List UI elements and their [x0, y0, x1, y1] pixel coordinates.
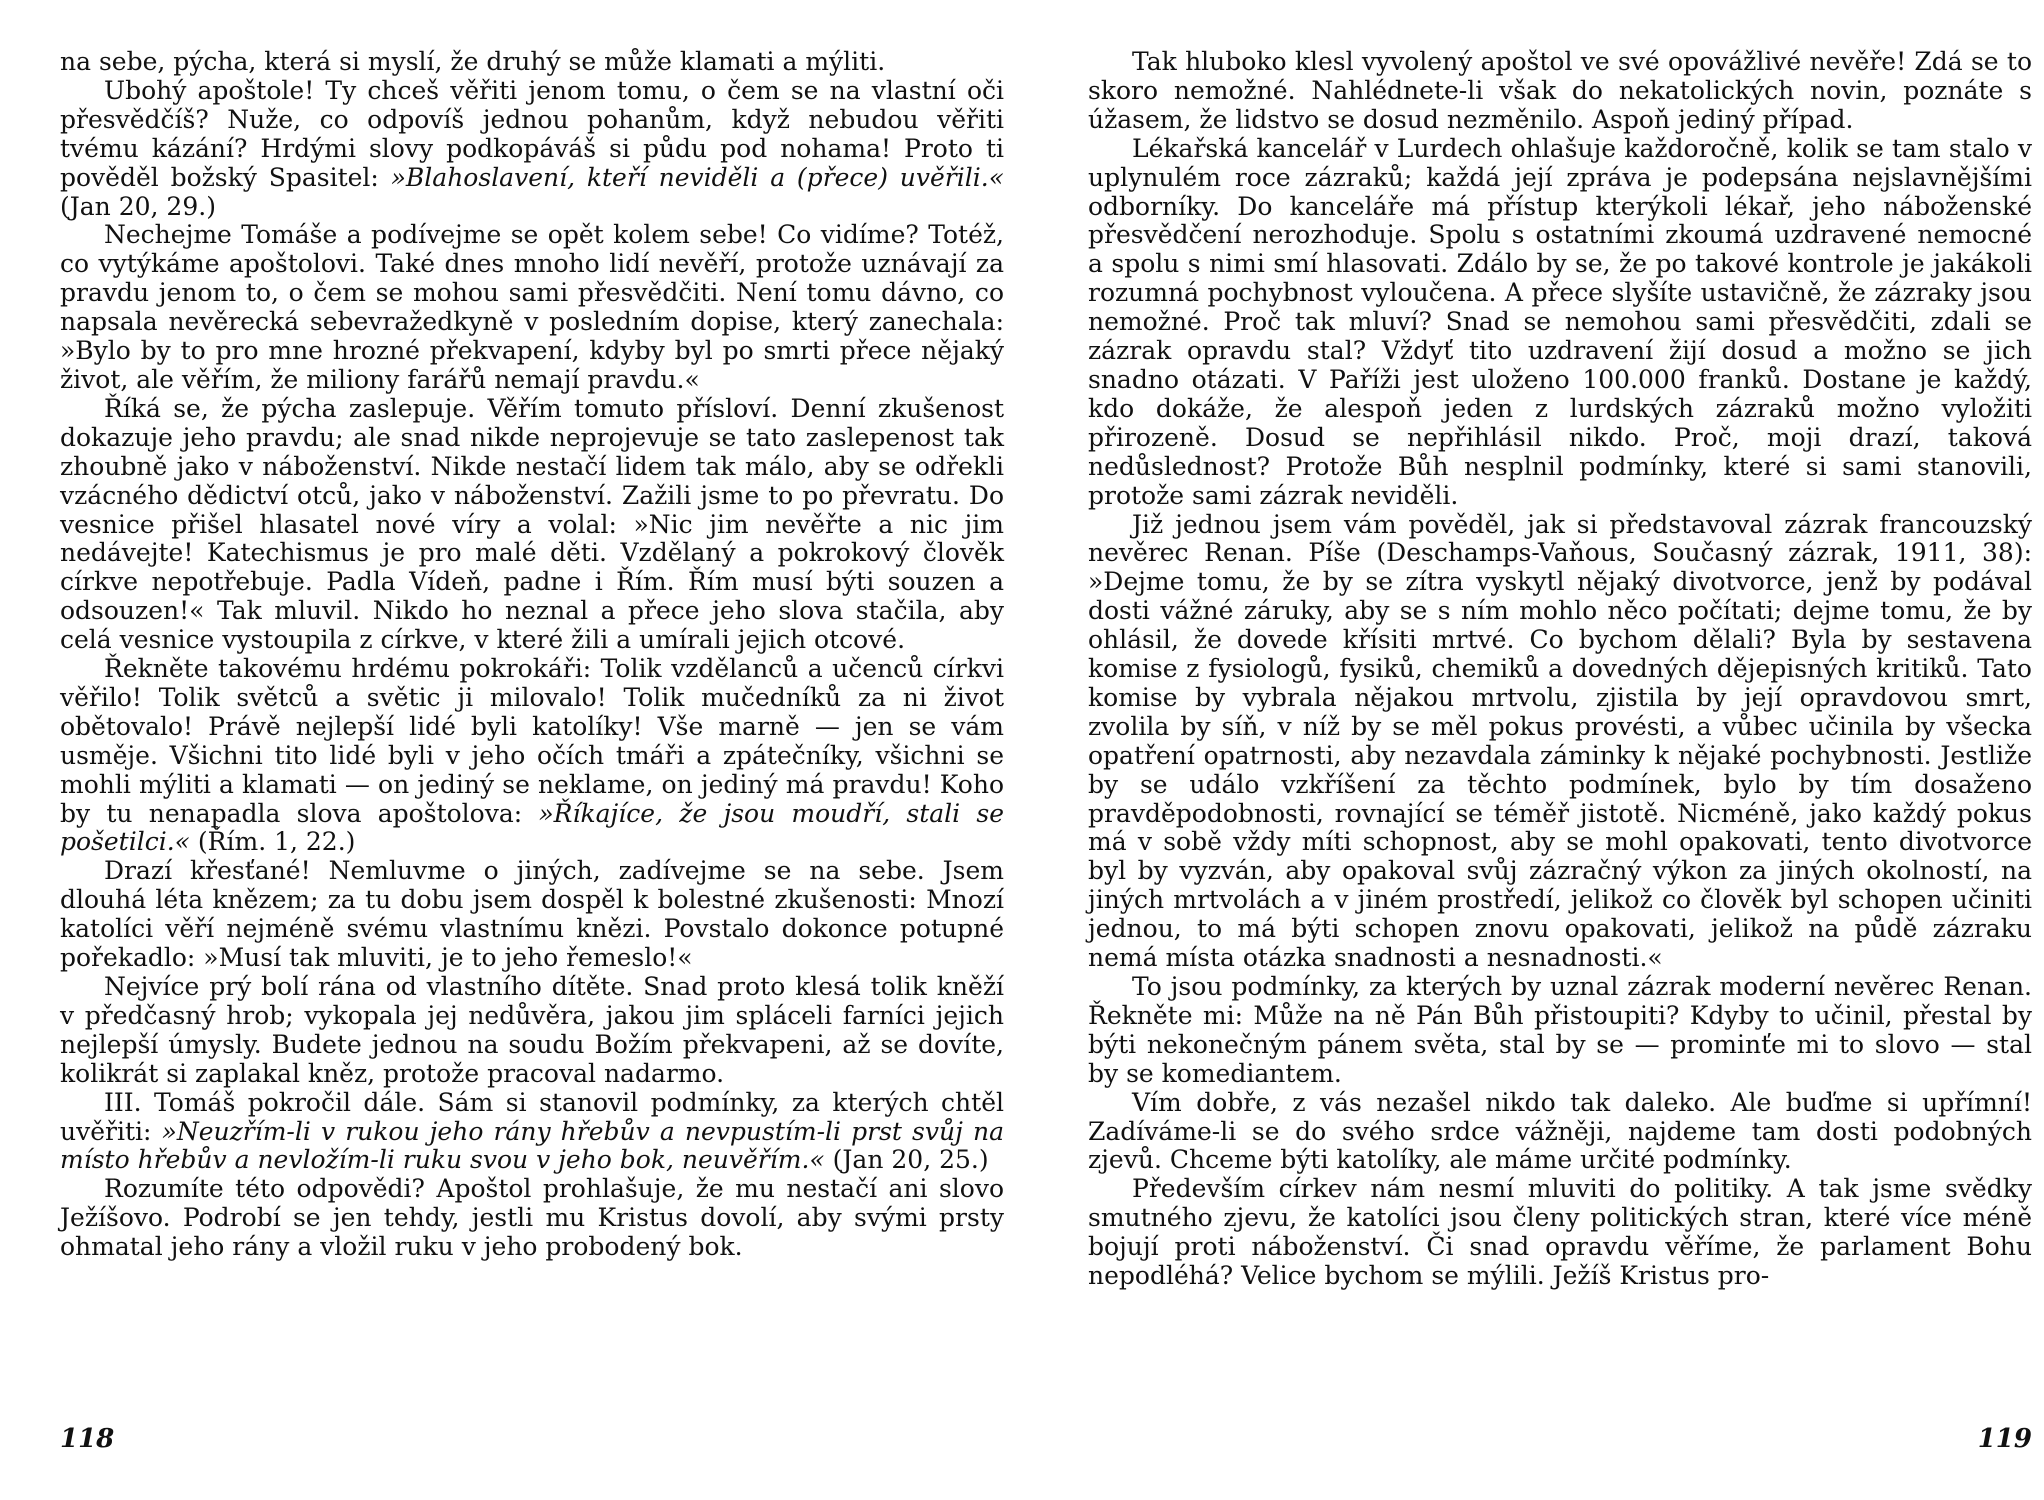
paragraph: Řekněte takovému hrdému pokrokáři: Tolik vzdělanců a učenců církvi věřilo! Tolik světců a světic ji milovalo! Tolik mučedníků za ni život obětovalo! Právě nejlepší lidé byli katolíky! Vše marně — jen se vám usměje. Všichni tito lidé byli v jeho očích tmáři a zpátečníky, všichni se mohli mýliti a klamati — on jediný se neklame, on jediný má pravdu! Koho by tu nenapadla slova apoštolova: »Říkajíce, že jsou moudří, stali se pošetilci.« (Řím. 1, 22.)	[60, 654, 1005, 857]
paragraph: Již jednou jsem vám pověděl, jak si představoval zázrak francouzský nevěrec Renan. Píše (Deschamps-Vaňous, Současný zázrak, 1911, 38): »Dejme tomu, že by se zítra vyskytl nějaký divotvorce, jenž by podával dosti vážné záruky, aby se s ním mohlo něco počítati; dejme tomu, že by ohlásil, že dovede křísiti mrtvé. Co bychom dělali? Byla by sestavena komise z fysiologů, fysiků, chemiků a dovedných dějepisných kritiků. Tato komise by vybrala nějakou mrtvolu, zjistila by její opravdovou smrt, zvolila by síň, v níž by se měl pokus provésti, a vůbec učinila by všecka opatření opatrnosti, aby nezavdala záminky k nějaké pochybnosti. Jestliže by se událo vzkříšení za těchto podmínek, bylo by tím dosaženo pravděpodobnosti, rovnající se téměř jistotě. Nicméně, jako každý pokus má v sobě vždy míti schopnost, aby se mohl opakovati, tento divotvorce byl by vyzván, aby opakoval svůj zázračný výkon za jiných okolností, na jiných mrtvolách a v jiném prostředí, jelikož co člověk byl schopen učiniti jednou, to má býti schopen znovu opakovati, jelikož na půdě zázraku nemá místa otázka snadnosti a nesnadnosti.«	[1088, 509, 2032, 973]
paragraph: Lékařská kancelář v Lurdech ohlašuje každoročně, kolik se tam stalo v uplynulém roce zázraků; každá její zpráva je podepsána nejslavnějšími odborníky. Do kanceláře má přístup kterýkoli lékař, jeho náboženské přesvědčení nerozhoduje. Spolu s ostatními zkoumá uzdravené nemocné a spolu s nimi smí hlasovati. Zdálo by se, že po takové kontrole je jakákoli rozumná pochybnost vyloučena. A přece slyšíte ustavičně, že zázraky jsou nemožné. Proč tak mluví? Snad se nemohou sami přesvědčiti, zdali se zázrak opravdu stal? Vždyť tito uzdravení žijí dosud a možno se jich snadno otázati. V Paříži jest uloženo 100.000 franků. Dostane je každý, kdo dokáže, že alespoň jeden z lurdských zázraků možno vyložiti přirozeně. Dosud se nepřihlásil nikdo. Proč, moji drazí, taková nedůslednost? Protože Bůh nesplnil podmínky, které si sami stanovili, protože sami zázrak neviděli.	[1088, 133, 2032, 510]
paragraph: To jsou podmínky, za kterých by uznal zázrak moderní nevěrec Renan. Řekněte mi: Může na ně Pán Bůh přistoupiti? Kdyby to učinil, přestal by býti nekonečným pánem světa, stal by se — prominťe mi to slovo — stal by se komediantem.	[1088, 972, 2032, 1088]
page-number-right: 119	[1977, 1424, 2032, 1454]
paragraph: na sebe, pýcha, která si myslí, že druhý se může klamati a mýliti.	[60, 47, 886, 76]
paragraph: Nejvíce prý bolí rána od vlastního dítěte. Snad proto klesá tolik kněží v předčasný hrob; vykopala jej nedůvěra, jakou jim spláceli farníci jejich nejlepší úmysly. Budete jednou na soudu Božím překvapeni, až se dovíte, kolikrát si zaplakal kněz, protože pracoval nadarmo.	[60, 972, 1004, 1088]
page-number-left: 118	[60, 1424, 115, 1454]
paragraph: Ubohý apoštole! Ty chceš věřiti jenom tomu, o čem se na vlastní oči přesvědčíš? Nuže, co odpovíš jednou pohanům, když nebudou věřiti tvému kázání? Hrdými slovy podkopáváš si půdu pod nohama! Proto ti pověděl božský Spasitel: »Blahoslavení, kteří neviděli a (přece) uvěřili.« (Jan 20, 29.)	[60, 75, 1004, 221]
right-page	[1088, 47, 2032, 1454]
paragraph: Drazí křesťané! Nemluvme o jiných, zadívejme se na sebe. Jsem dlouhá léta knězem; za tu dobu jsem dospěl k bolestné zkušenosti: Mnozí katolíci věří nejméně svému vlastnímu knězi. Povstalo dokonce potupné pořekadlo: »Musí tak mluviti, je to jeho řemeslo!«	[60, 856, 1004, 973]
right-page-text	[1088, 48, 2032, 1291]
paragraph: Říká se, že pýcha zaslepuje. Věřím tomuto přísloví. Denní zkušenost dokazuje jeho pravdu; ale snad nikde neprojevuje se tato zaslepenost tak zhoubně jako v náboženství. Nikde nestačí lidem tak málo, aby se odřekli vzácného dědictví otců, jako v náboženství. Zažili jsme to po převratu. Do vesnice přišel hlasatel nové víry a volal: »Nic jim nevěřte a nic jim nedávejte! Katechismus je pro malé děti. Vzdělaný a pokrokový člověk církve nepotřebuje. Padla Vídeň, padne i Řím. Řím musí býti souzen a odsouzen!« Tak mluvil. Nikdo ho neznal a přece jeho slova stačila, aby celá vesnice vystoupila z církve, v které žili a umírali jejich otcové.	[60, 393, 1004, 655]
bible-quote: »Neuzřím-li v rukou jeho rány hřebův a nevpustím-li prst svůj na místo hřebův a nevložím-li ruku svou v jeho bok, neuvěřím.«	[60, 1116, 1004, 1175]
paragraph: Především církev nám nesmí mluviti do politiky. A tak jsme svědky smutného zjevu, že katolíci jsou členy politických stran, které více méně bojují proti náboženství. Či snad opravdu věříme, že parlament Bohu nepodléhá? Velice bychom se mýlili. Ježíš Kristus pro-	[1088, 1174, 2032, 1291]
bible-quote: »Říkajíce, že jsou moudří, stali se pošetilci.«	[60, 798, 1005, 857]
paragraph: Vím dobře, z vás nezašel nikdo tak daleko. Ale buďme si upřímní! Zadíváme-li se do svého srdce vážněji, najdeme tam dosti podobných zjevů. Chceme býti katolíky, ale máme určité podmínky.	[1088, 1087, 2032, 1175]
paragraph: Nechejme Tomáše a podívejme se opět kolem sebe! Co vidíme? Totéž, co vytýkáme apoštolovi. Také dnes mnoho lidí nevěří, protože uznávají za pravdu jenom to, o čem se mohou sami přesvědčiti. Není tomu dávno, co napsala nevěrecká sebevražedkyně v posledním dopise, který zanechala: »Bylo by to pro mne hrozné překvapení, kdyby byl po smrti přece nějaký život, ale věřím, že miliony farářů nemají pravdu.«	[60, 220, 1004, 394]
bible-quote: »Blahoslavení, kteří neviděli a (přece) uvěřili.«	[390, 162, 1004, 192]
left-page	[60, 47, 1005, 1454]
left-page-text	[60, 48, 1004, 1262]
paragraph: Rozumíte této odpovědi? Apoštol prohlašuje, že mu nestačí ani slovo Ježíšovo. Podrobí se jen tehdy, jestli mu Kristus dovolí, aby svými prsty ohmatal jeho rány a vložil ruku v jeho probodený bok.	[60, 1174, 1004, 1262]
paragraph: III. Tomáš pokročil dále. Sám si stanovil podmínky, za kterých chtěl uvěřiti: »Neuzřím-li v rukou jeho rány hřebův a nevpustím-li prst svůj na místo hřebův a nevložím-li ruku svou v jeho bok, neuvěřím.« (Jan 20, 25.)	[60, 1087, 1004, 1175]
paragraph: Tak hluboko klesl vyvolený apoštol ve své opovážlivé nevěře! Zdá se to skoro nemožné. Nahlédnete-li však do nekatolických novin, poznáte s úžasem, že lidstvo se dosud nezměnilo. Aspoň jediný případ.	[1088, 47, 2032, 134]
